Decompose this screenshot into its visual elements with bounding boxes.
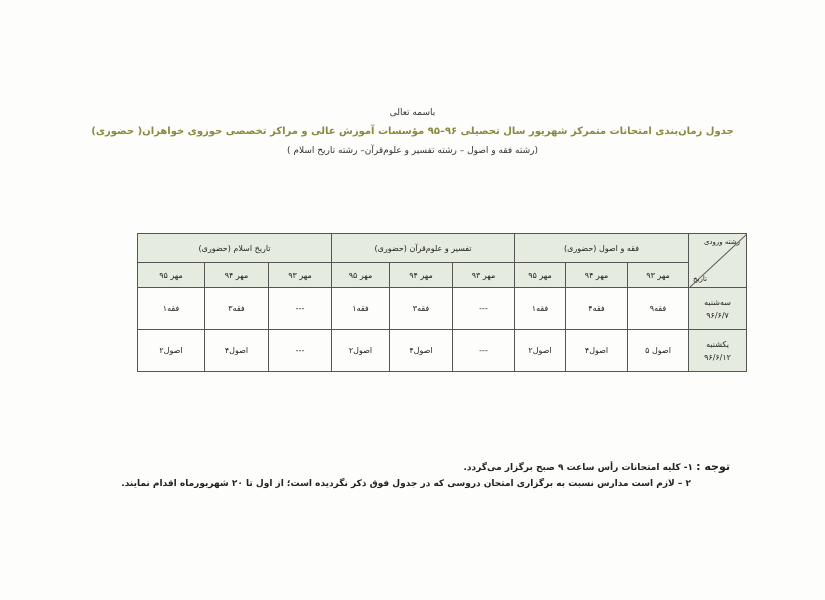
table-cell: اصول۲ [138,330,205,372]
table-cell: اصول۴ [566,330,628,372]
table-cell: فقه۱ [332,288,390,330]
date-cell [689,330,747,372]
table-cell: --- [453,288,515,330]
table-cell: --- [269,288,332,330]
exam-schedule-table [137,233,747,372]
year-header: مهر ۹۳ [453,263,515,288]
table-cell: فقه۹ [628,288,689,330]
table-cell: اصول۲ [332,330,390,372]
exam-date: ۹۶/۶/۱۲ [704,352,731,362]
note-1 [463,460,730,473]
date-cell [689,288,747,330]
document-title: جدول زمان‌بندی امتحانات متمرکز شهریور سال تحصیلی ۹۶–۹۵ مؤسسات آموزش عالی و مراکز تخصصی حوزوی خواهران( حضوری) [91,126,734,137]
table-cell: اصول۲ [515,330,566,372]
day-name: یکشنبه [706,339,729,349]
table-cell: فقه۳ [205,288,269,330]
table-cell: اصول ۵ [628,330,689,372]
corner-date-label: تاریخ [693,275,707,283]
table-cell: --- [453,330,515,372]
exam-date: ۹۶/۶/۷ [706,310,729,320]
note-label: توجه : [696,460,730,473]
table-cell: اصول۴ [205,330,269,372]
year-header: مهر ۹۳ [269,263,332,288]
table-cell: فقه۴ [566,288,628,330]
document-subtitle: (رشته فقه و اصول – رشته تفسیر و علوم‌قرآن– رشته تاریخ اسلام ) [287,146,538,156]
group-header-history: تاریخ اسلام (حضوری) [138,234,332,263]
year-header: مهر ۹۴ [205,263,269,288]
table-cell: فقه۱ [138,288,205,330]
day-name: سه‌شنبه [704,297,731,307]
table-row [138,330,747,372]
year-header: مهر ۹۴ [566,263,628,288]
year-header-row [138,263,747,288]
table-cell: اصول۴ [390,330,453,372]
basmala-heading: باسمه تعالی [389,108,436,118]
table-row [138,288,747,330]
table-cell: --- [269,330,332,372]
corner-field-label: رشته ورودی [703,238,741,246]
year-header: مهر ۹۵ [138,263,205,288]
year-header: مهر ۹۵ [515,263,566,288]
table-cell: فقه۱ [515,288,566,330]
year-header: مهر ۹۴ [390,263,453,288]
group-header-feqh: فقه و اصول (حضوری) [515,234,689,263]
year-header: مهر ۹۵ [332,263,390,288]
note-1-text: ۱- کلیه امتحانات رأس ساعت ۹ صبح برگزار می‌گردد. [463,463,693,473]
group-header-row [138,234,747,263]
note-2: ۲ – لازم است مدارس نسبت به برگزاری امتحان دروسی که در جدول فوق ذکر نگردیده است؛ از اول تا ۲۰ شهریورماه اقدام نمایند. [121,479,691,489]
table-cell: فقه۳ [390,288,453,330]
year-header: مهر ۹۳ [628,263,689,288]
table-corner-cell [689,234,747,288]
group-header-tafsir: تفسیر و علوم‌قرآن (حضوری) [332,234,515,263]
